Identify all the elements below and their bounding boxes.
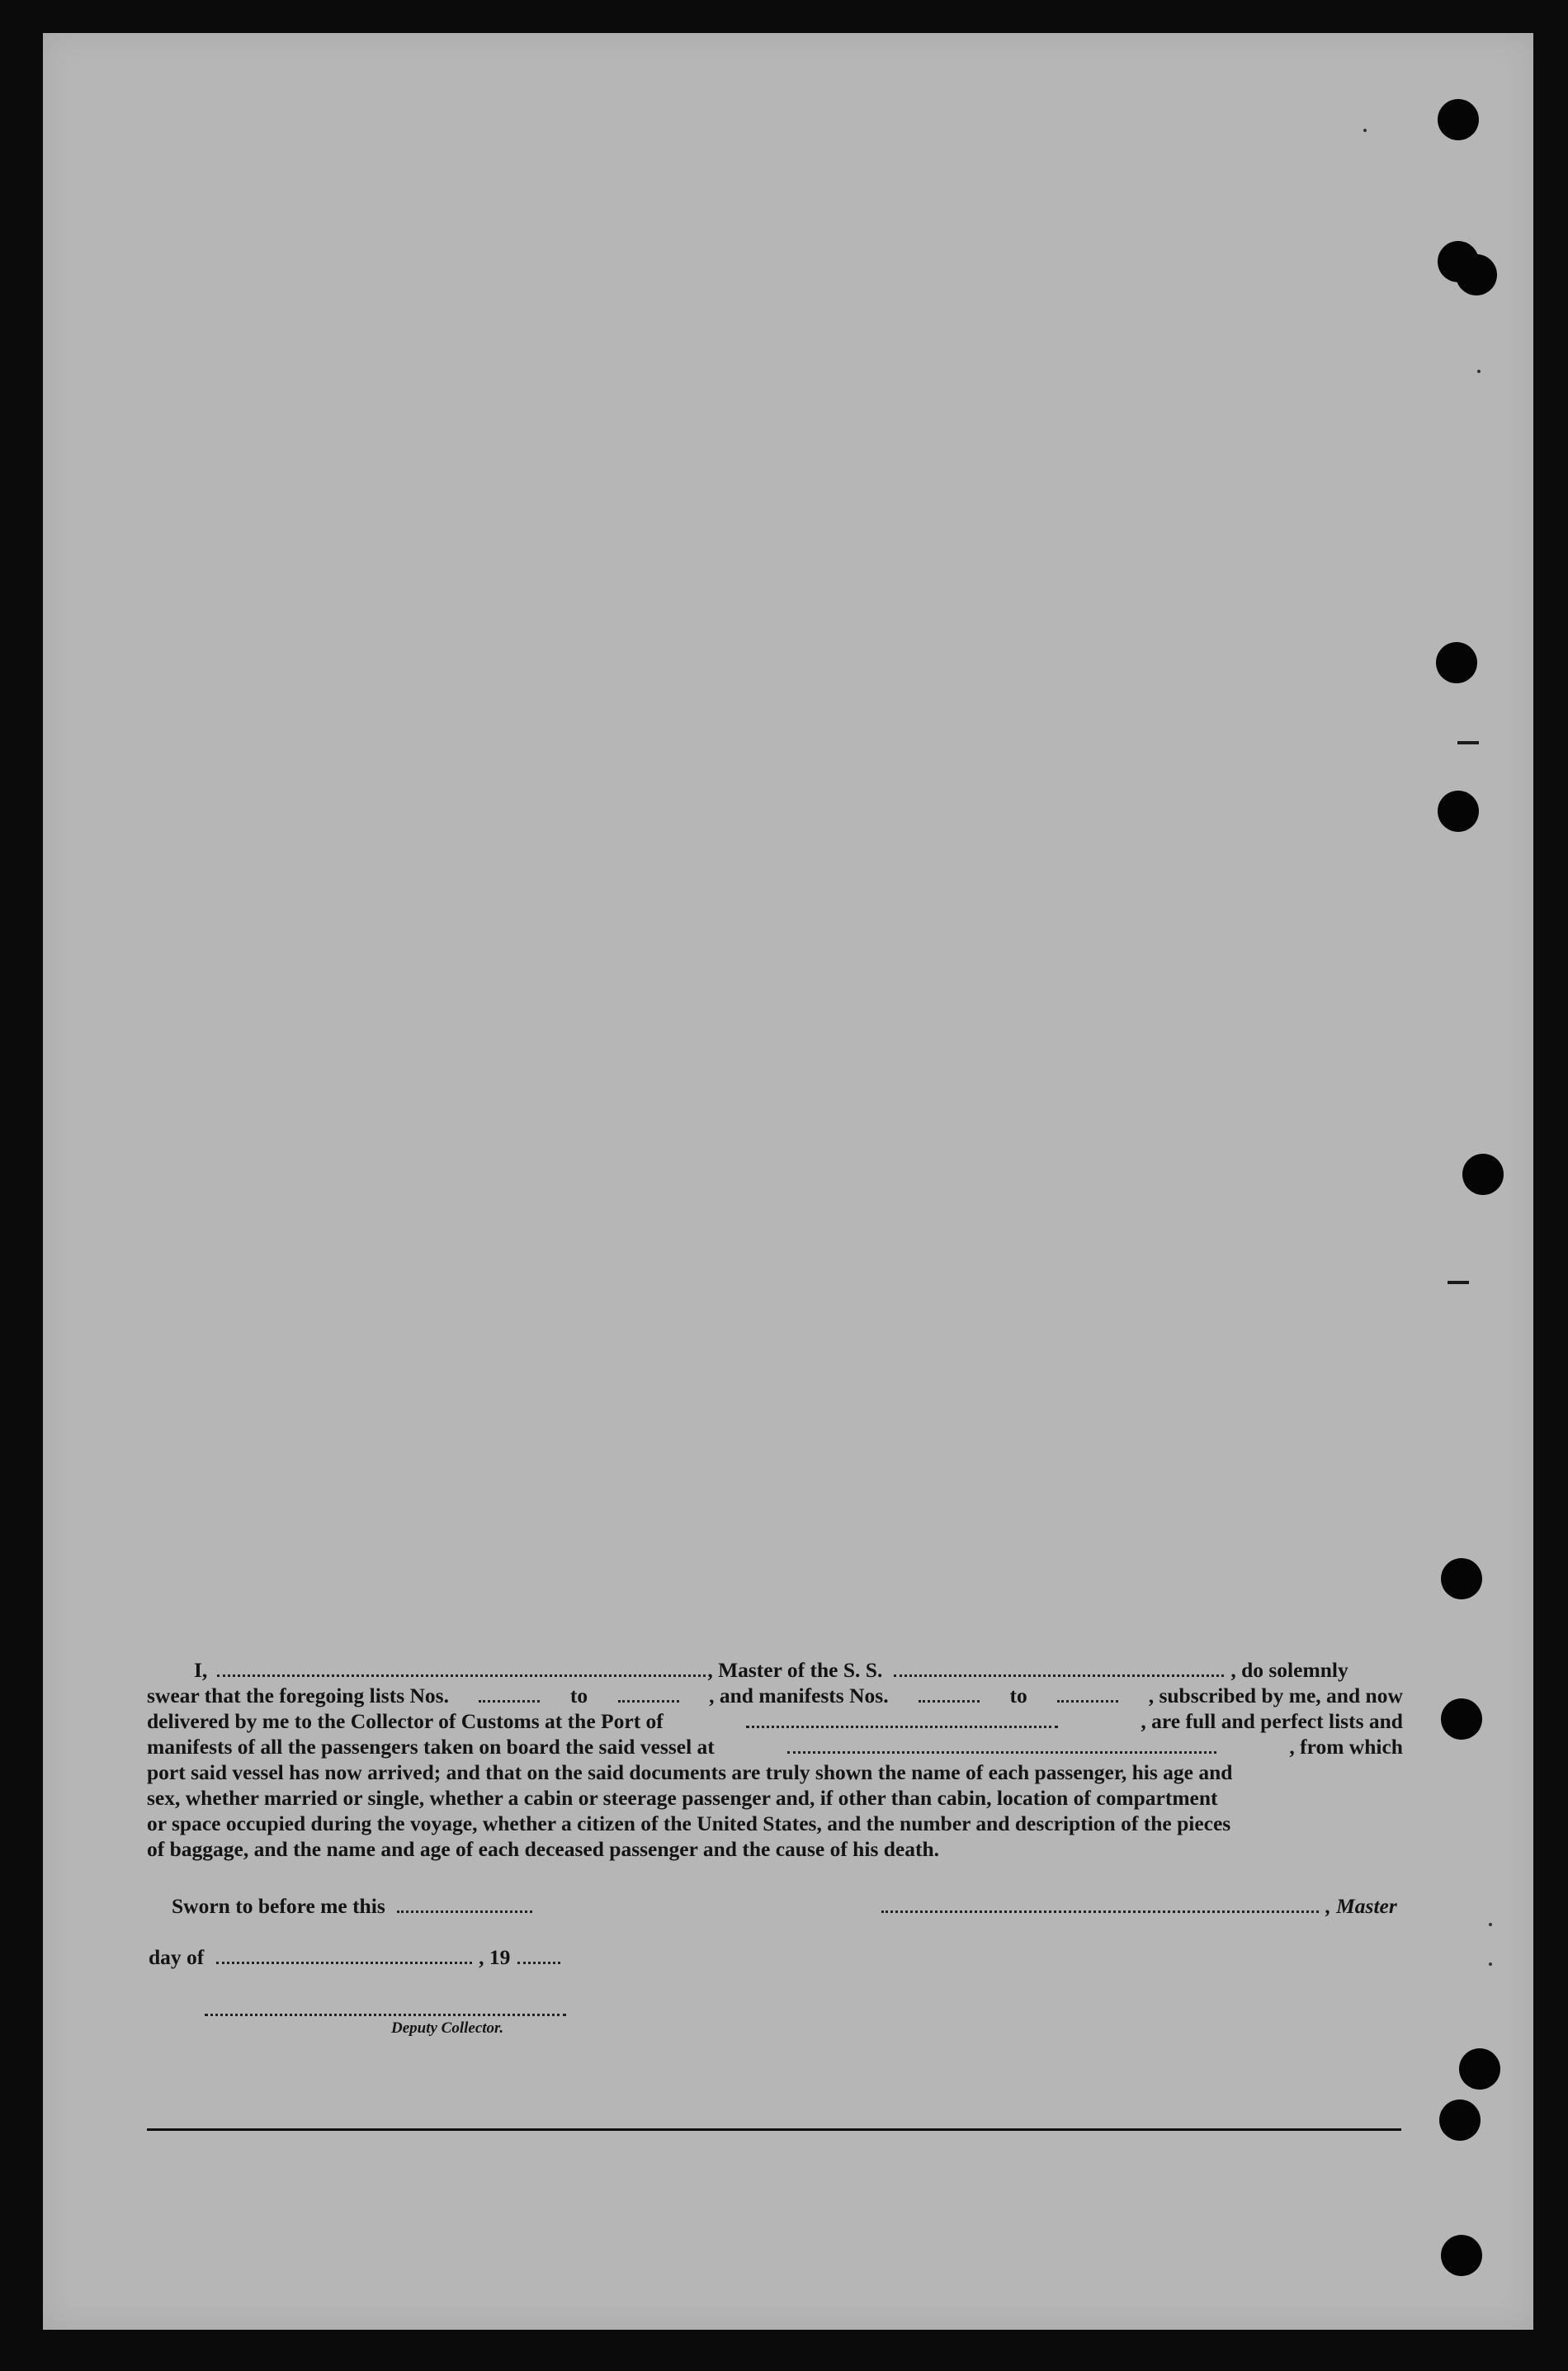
sworn-label: Sworn to before me this xyxy=(172,1894,385,1918)
blank-master-name[interactable] xyxy=(217,1660,706,1677)
oath-line-2 xyxy=(147,1683,1403,1708)
oath-text: sex, whether married or single, whether a cabin or steerage passenger and, if other than cabin, location of compartment xyxy=(147,1786,1218,1810)
punch-hole xyxy=(1438,99,1479,140)
deputy-collector-label: Deputy Collector. xyxy=(391,2019,504,2037)
blank-ship-name[interactable] xyxy=(894,1660,1224,1677)
speck xyxy=(1489,1962,1492,1966)
blank-sworn-day[interactable] xyxy=(397,1896,532,1913)
punch-hole xyxy=(1441,1558,1482,1599)
oath-text: , do solemnly xyxy=(1230,1658,1348,1682)
oath-line-6 xyxy=(147,1785,1403,1811)
master-label: , Master xyxy=(1325,1894,1397,1918)
punch-hole xyxy=(1439,2099,1481,2141)
oath-text: to xyxy=(1009,1684,1027,1707)
punch-hole xyxy=(1459,2048,1500,2090)
blank-year[interactable] xyxy=(517,1947,560,1964)
blank-port-of-arrival[interactable] xyxy=(746,1711,1058,1728)
oath-text: manifests of all the passengers taken on board the said vessel at xyxy=(147,1735,715,1759)
day-of-label: day of xyxy=(149,1945,205,1969)
speck xyxy=(1363,129,1367,132)
oath-text: I, xyxy=(194,1658,208,1682)
margin-mark xyxy=(1457,741,1479,744)
blank-manifest-to[interactable] xyxy=(1057,1685,1118,1703)
day-of-row xyxy=(149,1945,562,1970)
year-label: , 19 xyxy=(479,1945,511,1969)
bottom-rule xyxy=(147,2128,1401,2131)
oath-text: of baggage, and the name and age of each deceased passenger and the cause of his death. xyxy=(147,1837,940,1861)
blank-list-to[interactable] xyxy=(618,1685,679,1703)
blank-master-signature[interactable] xyxy=(881,1896,1319,1913)
oath-paragraph xyxy=(147,1657,1403,1862)
blank-manifest-from[interactable] xyxy=(919,1685,980,1703)
punch-hole xyxy=(1456,254,1497,295)
oath-text: , are full and perfect lists and xyxy=(1141,1709,1403,1733)
oath-text: , Master of the S. S. xyxy=(707,1658,883,1682)
blank-list-from[interactable] xyxy=(479,1685,540,1703)
oath-line-1 xyxy=(147,1657,1403,1683)
oath-text: , subscribed by me, and now xyxy=(1148,1684,1403,1707)
oath-line-4 xyxy=(147,1734,1403,1759)
manifest-back-page xyxy=(43,33,1533,2330)
oath-line-7 xyxy=(147,1811,1403,1836)
oath-text: to xyxy=(569,1684,588,1707)
speck xyxy=(1489,1923,1492,1926)
punch-hole xyxy=(1436,642,1477,683)
punch-hole xyxy=(1438,791,1479,832)
blank-port-of-departure[interactable] xyxy=(787,1736,1216,1754)
oath-text: swear that the foregoing lists Nos. xyxy=(147,1684,449,1707)
oath-line-8 xyxy=(147,1836,1403,1862)
margin-mark xyxy=(1448,1281,1469,1284)
blank-month[interactable] xyxy=(216,1947,472,1964)
oath-text: delivered by me to the Collector of Customs at the Port of xyxy=(147,1709,664,1733)
punch-hole xyxy=(1462,1154,1504,1195)
punch-hole xyxy=(1441,1698,1482,1740)
oath-text: port said vessel has now arrived; and that on the said documents are truly shown the name of each passenger, his age and xyxy=(147,1760,1233,1784)
oath-line-5 xyxy=(147,1759,1403,1785)
speck xyxy=(1477,370,1481,373)
oath-text: or space occupied during the voyage, whether a citizen of the United States, and the number and description of the pieces xyxy=(147,1811,1231,1835)
master-signature-row xyxy=(880,1894,1397,1919)
oath-line-3 xyxy=(147,1708,1403,1734)
oath-text: , from which xyxy=(1289,1735,1403,1759)
sworn-row xyxy=(172,1894,534,1919)
deputy-signature-line[interactable] xyxy=(205,2014,566,2016)
punch-hole xyxy=(1441,2235,1482,2276)
oath-text: , and manifests Nos. xyxy=(709,1684,889,1707)
